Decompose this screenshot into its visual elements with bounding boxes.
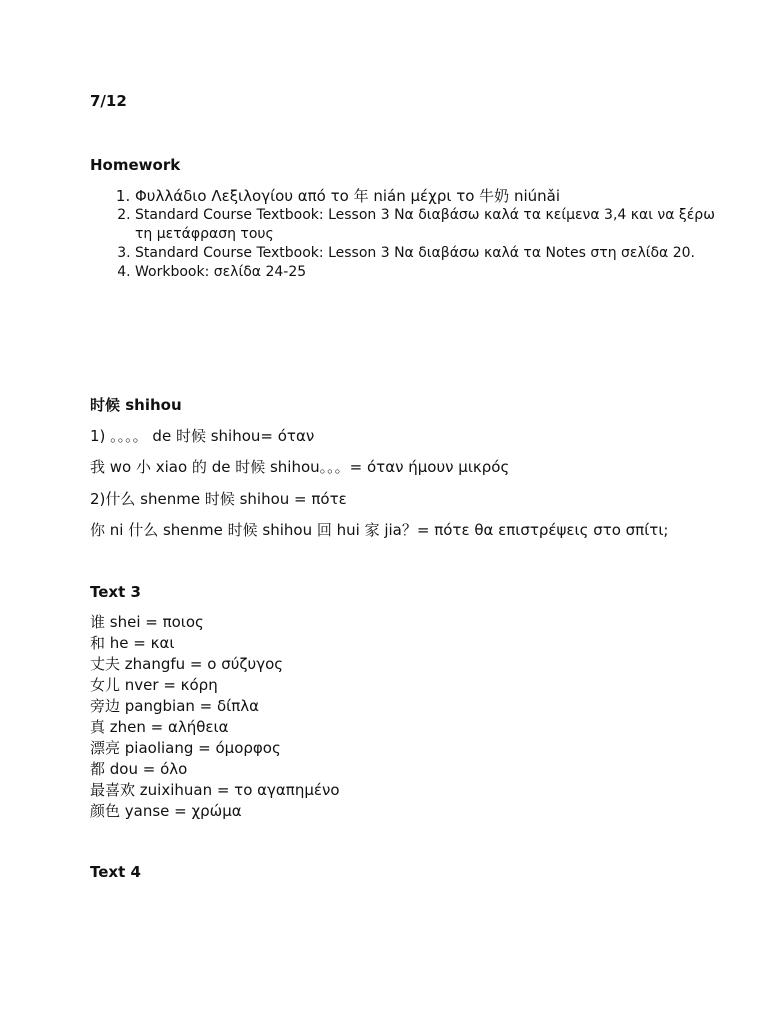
text3-vocab-list	[90, 612, 340, 822]
shihou-example-line: 1) 。。。。 de 时候 shihou= όταν	[90, 427, 315, 445]
shihou-example-line: 我 wo 小 xiao 的 de 时候 shihou。。。= όταν ήμουν μικρός	[90, 458, 510, 476]
shihou-example-line: 你 ni 什么 shenme 时候 shihou 回 hui 家 jia？= πότε θα επιστρέψεις στο σπίτι;	[90, 521, 669, 539]
vocab-item: 都 dou = όλο	[90, 760, 188, 778]
vocab-item: 丈夫 zhangfu = ο σύζυγος	[90, 655, 284, 673]
text3-title: Text 3	[90, 583, 141, 601]
vocab-item: 旁边 pangbian = δίπλα	[90, 697, 260, 715]
vocab-item: 漂亮 piaoliang = όμορφος	[90, 739, 281, 757]
vocab-item: 女儿 nver = κόρη	[90, 676, 218, 694]
homework-item: 3. Standard Course Textbook: Lesson 3 Να διαβάσω καλά τα Notes στη σελίδα 20.	[135, 244, 725, 263]
vocab-item: 颜色 yanse = χρώμα	[90, 802, 242, 820]
homework-item: 2. Standard Course Textbook: Lesson 3 Να διαβάσω καλά τα κείμενα 3,4 και να ξέρω τη μετάφραση τους	[135, 206, 725, 244]
shihou-title: 时候 shihou	[90, 396, 182, 414]
homework-item: 4. Workbook: σελίδα 24-25	[135, 263, 725, 282]
vocab-item: 真 zhen = αλήθεια	[90, 718, 229, 736]
homework-item: 1. Φυλλάδιο Λεξιλογίου από το 年 nián μέχρι το 牛奶 niúnǎi	[135, 186, 725, 206]
vocab-item: 谁 shei = ποιος	[90, 613, 204, 631]
homework-title: Homework	[90, 156, 181, 174]
text4-title: Text 4	[90, 863, 141, 881]
vocab-item: 和 he = και	[90, 634, 175, 652]
shihou-example-line: 2)什么 shenme 时候 shihou = πότε	[90, 490, 347, 508]
date-heading: 7/12	[90, 92, 127, 110]
vocab-item: 最喜欢 zuixihuan = το αγαπημένο	[90, 781, 340, 799]
homework-list	[90, 186, 725, 282]
